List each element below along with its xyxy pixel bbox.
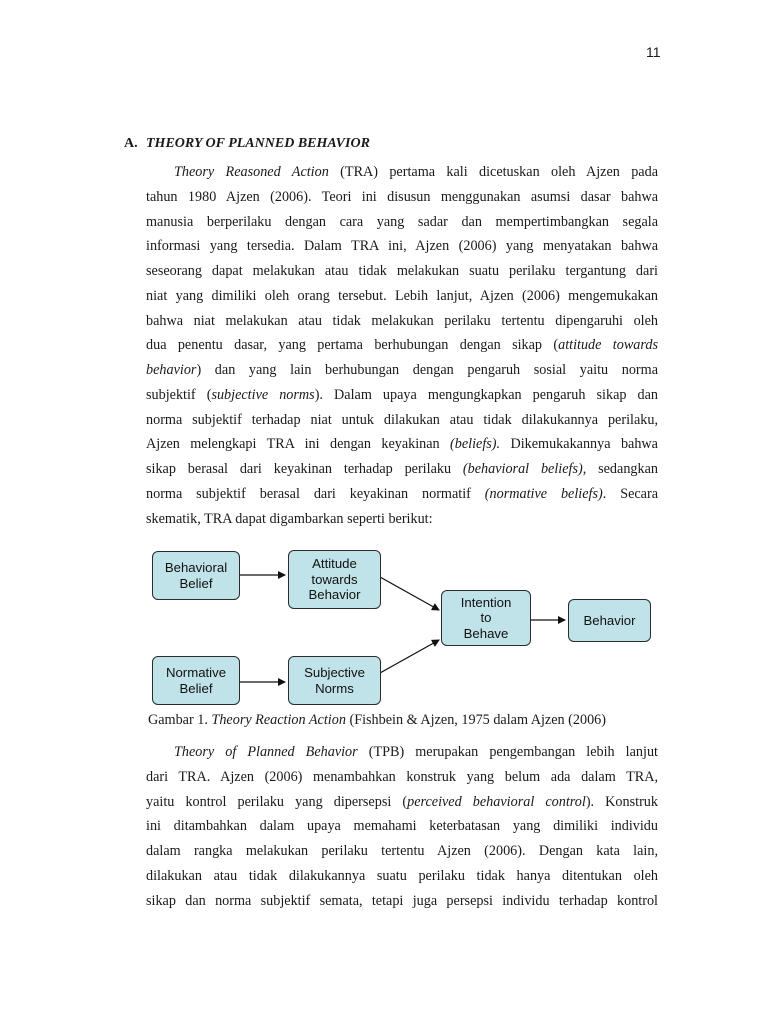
- text-run: sikap berasal dari keyakinan terhadap perilaku: [146, 461, 463, 477]
- text-run: dua penentu dasar, yang pertama berhubungan dengan sikap (: [146, 337, 559, 354]
- text-run: bahwa niat melakukan atau tidak melakukan perilaku tertentu dipengaruhi oleh: [146, 312, 658, 329]
- text-run: yaitu kontrol perilaku yang dipersepsi (: [146, 793, 408, 810]
- text-run: informasi yang tersedia. Dalam TRA ini, Ajzen (2006) yang menyatakan bahwa: [146, 238, 658, 255]
- behavior-box: [568, 599, 651, 642]
- text-line: [146, 507, 658, 532]
- tra-diagram: [148, 547, 658, 707]
- text-line: [146, 408, 658, 433]
- text-run: dalam rangka melakukan perilaku tertentu Ajzen (2006). Dengan kata lain,: [146, 843, 658, 859]
- italic-term: attitude towards: [558, 337, 658, 354]
- italic-term: Theory Reasoned Action: [174, 164, 329, 180]
- section-heading: [124, 136, 370, 152]
- italic-term: subjective norms: [211, 386, 315, 403]
- text-run: ) dan yang lain berhubungan dengan pengaruh sosial yaitu norma: [196, 362, 658, 378]
- section-number: A.: [124, 136, 138, 151]
- subjective-norms-box: [288, 656, 381, 705]
- italic-term: (behavioral beliefs): [462, 461, 583, 477]
- text-run: ). Konstruk: [585, 793, 658, 810]
- page-number: 11: [646, 44, 661, 60]
- text-line: [146, 259, 658, 284]
- text-run: norma subjektif terhadap niat untuk dilakukan atau tidak dilakukannya perilaku,: [146, 411, 658, 428]
- behavioral-belief-box: [152, 551, 240, 600]
- attitude-label: Attitude towards Behavior: [308, 556, 361, 603]
- text-run: ). Dalam upaya mengungkapkan pengaruh sikap dan: [314, 386, 658, 403]
- text-run: (TPB) merupakan pengembangan lebih lanjut: [357, 744, 658, 760]
- text-line: [146, 234, 658, 259]
- text-run: skematik, TRA dapat digambarkan seperti berikut:: [146, 510, 433, 527]
- paragraph-tra: [146, 160, 658, 531]
- arrow-norms-to-intention: [380, 640, 439, 673]
- intention-box: [441, 590, 531, 646]
- normative-belief-box: [152, 656, 240, 705]
- subjective-norms-label: Subjective Norms: [304, 665, 365, 696]
- text-run: (TRA) pertama kali dicetuskan oleh Ajzen pada: [328, 164, 658, 180]
- text-line: [146, 814, 658, 839]
- text-run: niat yang dimiliki oleh orang tersebut. Lebih lanjut, Ajzen (2006) mengemukakan: [146, 287, 658, 304]
- text-run: ini ditambahkan dalam upaya memahami keterbatasan yang dimiliki individu: [146, 818, 658, 835]
- text-run: norma subjektif berasal dari keyakinan normatif: [146, 485, 485, 502]
- caption-prefix: Gambar 1.: [148, 712, 212, 728]
- text-line: [146, 358, 658, 383]
- intention-label: Intention to Behave: [460, 594, 512, 641]
- text-run: sikap dan norma subjektif semata, tetapi juga persepsi individu terhadap kontrol: [146, 892, 658, 909]
- text-line: [146, 383, 658, 408]
- text-line: [146, 889, 658, 914]
- text-run: Ajzen melengkapi TRA ini dengan keyakinan: [146, 436, 451, 453]
- text-run: , sedangkan: [582, 461, 658, 477]
- attitude-box: [288, 550, 381, 609]
- text-line: [146, 740, 658, 765]
- paragraph-tpb: [146, 740, 658, 913]
- text-line: [146, 210, 658, 235]
- text-run: subjektif (: [146, 386, 212, 403]
- section-title: THEORY OF PLANNED BEHAVIOR: [146, 136, 370, 151]
- normative-belief-label: Normative Belief: [165, 665, 227, 696]
- italic-term: (beliefs).: [450, 436, 501, 453]
- text-run: seseorang dapat melakukan atau tidak melakukan suatu perilaku tergantung dari: [146, 263, 658, 279]
- text-line: [146, 160, 658, 185]
- italic-term: Theory of Planned Behavior: [174, 744, 358, 760]
- text-line: [146, 864, 658, 889]
- behavior-label: Behavior: [583, 612, 636, 628]
- caption-title: Theory Reaction Action: [211, 712, 346, 728]
- text-line: [146, 765, 658, 790]
- text-line: [146, 839, 658, 864]
- arrow-attitude-to-intention: [380, 577, 439, 610]
- caption-suffix: (Fishbein & Ajzen, 1975 dalam Ajzen (2006): [345, 712, 606, 728]
- text-run: tahun 1980 Ajzen (2006). Teori ini disusun menggunakan asumsi dasar bahwa: [146, 188, 658, 205]
- behavioral-belief-label: Behavioral Belief: [164, 560, 228, 591]
- text-run: . Secara: [602, 485, 659, 502]
- text-line: [146, 432, 658, 457]
- italic-term: perceived behavioral control: [407, 793, 586, 810]
- italic-term: behavior: [146, 362, 197, 378]
- text-run: manusia berperilaku dengan cara yang sadar dan mempertimbangkan segala: [146, 213, 658, 230]
- text-line: [146, 790, 658, 815]
- text-line: [146, 284, 658, 309]
- text-line: [146, 482, 658, 507]
- text-line: [146, 309, 658, 334]
- italic-term: (normative beliefs): [484, 485, 603, 502]
- text-run: Dikemukakannya bahwa: [500, 436, 658, 453]
- text-run: dilakukan atau tidak dilakukannya suatu perilaku tidak hanya ditentukan oleh: [146, 867, 658, 884]
- figure-caption: [148, 710, 668, 730]
- text-run: dari TRA. Ajzen (2006) menambahkan konstruk yang belum ada dalam TRA,: [146, 768, 658, 785]
- text-line: [146, 457, 658, 482]
- text-line: [146, 185, 658, 210]
- text-line: [146, 333, 658, 358]
